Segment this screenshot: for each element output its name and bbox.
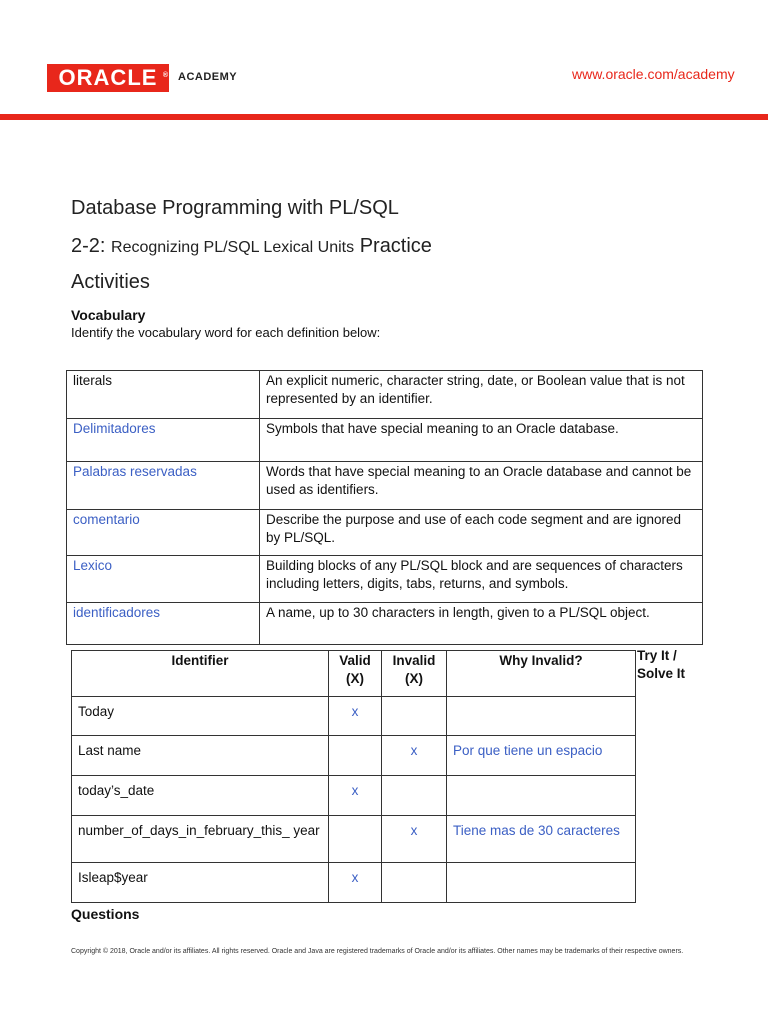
vocab-term: comentario [67,510,260,556]
academy-url-link[interactable]: www.oracle.com/academy [572,66,735,82]
table-row [72,776,636,816]
table-row [67,371,703,419]
invalid-cell [382,863,447,903]
vocab-definition: Building blocks of any PL/SQL block and are sequences of characters including letters, digits, tabs, returns, and symbols. [260,556,703,603]
invalid-cell [382,697,447,736]
header-why-invalid: Why Invalid? [447,651,636,697]
vocab-definition: A name, up to 30 characters in length, given to a PL/SQL object. [260,603,703,645]
invalid-cell [382,776,447,816]
valid-cell: x [329,697,382,736]
valid-cell: x [329,776,382,816]
invalid-cell: x [382,736,447,776]
identifier-cell: Last name [72,736,329,776]
vocab-definition: Words that have special meaning to an Oracle database and cannot be used as identifiers. [260,462,703,510]
logo-registered-mark: ® [162,72,168,79]
try-it-line2: Solve It [637,666,686,681]
table-row [67,510,703,556]
why-invalid-cell: Por que tiene un espacio [447,736,636,776]
header-invalid: Invalid (X) [382,651,447,697]
table-header-row [72,651,636,697]
table-row [67,556,703,603]
identifier-cell: Today [72,697,329,736]
header-identifier: Identifier [72,651,329,697]
try-it-label [637,647,685,683]
table-row [67,419,703,462]
vocab-definition: Symbols that have special meaning to an Oracle database. [260,419,703,462]
table-row [72,736,636,776]
activities-heading: Activities [71,271,150,293]
vocabulary-heading: Vocabulary [71,307,146,323]
vocab-term: literals [67,371,260,419]
identifier-cell: Isleap$year [72,863,329,903]
copyright-footer: Copyright © 2018, Oracle and/or its affiliates. All rights reserved. Oracle and Java are registered trademarks of Oracle and/or its affiliates. Other names may be trademarks of their respective owners. [71,948,684,955]
vocab-term: identificadores [67,603,260,645]
identifier-table [71,650,636,903]
lesson-name: Recognizing PL/SQL Lexical Units [111,239,355,256]
vocabulary-table [66,370,703,645]
why-invalid-cell [447,776,636,816]
table-row [72,816,636,863]
vocabulary-instruction: Identify the vocabulary word for each definition below: [71,325,381,340]
vocab-term: Delimitadores [67,419,260,462]
lesson-title [71,235,432,258]
academy-label: ACADEMY [178,71,238,83]
identifier-cell: today’s_date [72,776,329,816]
oracle-logo [47,64,169,92]
questions-heading: Questions [71,906,140,922]
why-invalid-cell [447,697,636,736]
vocab-term: Palabras reservadas [67,462,260,510]
table-row [72,697,636,736]
course-title: Database Programming with PL/SQL [71,197,399,219]
header-valid: Valid (X) [329,651,382,697]
invalid-cell: x [382,816,447,863]
why-invalid-cell: Tiene mas de 30 caracteres [447,816,636,863]
lesson-number: 2-2: [71,235,106,257]
vocab-definition: An explicit numeric, character string, date, or Boolean value that is not represented by an identifier. [260,371,703,419]
vocab-definition: Describe the purpose and use of each code segment and are ignored by PL/SQL. [260,510,703,556]
logo-text: ORACLE [58,65,158,90]
header-divider [0,114,768,120]
valid-cell: x [329,863,382,903]
valid-cell [329,736,382,776]
identifier-cell: number_of_days_in_february_this_ year [72,816,329,863]
try-it-line1: Try It / [637,648,677,663]
valid-cell [329,816,382,863]
table-row [67,462,703,510]
why-invalid-cell [447,863,636,903]
lesson-suffix: Practice [359,235,432,257]
table-row [72,863,636,903]
table-row [67,603,703,645]
vocab-term: Lexico [67,556,260,603]
